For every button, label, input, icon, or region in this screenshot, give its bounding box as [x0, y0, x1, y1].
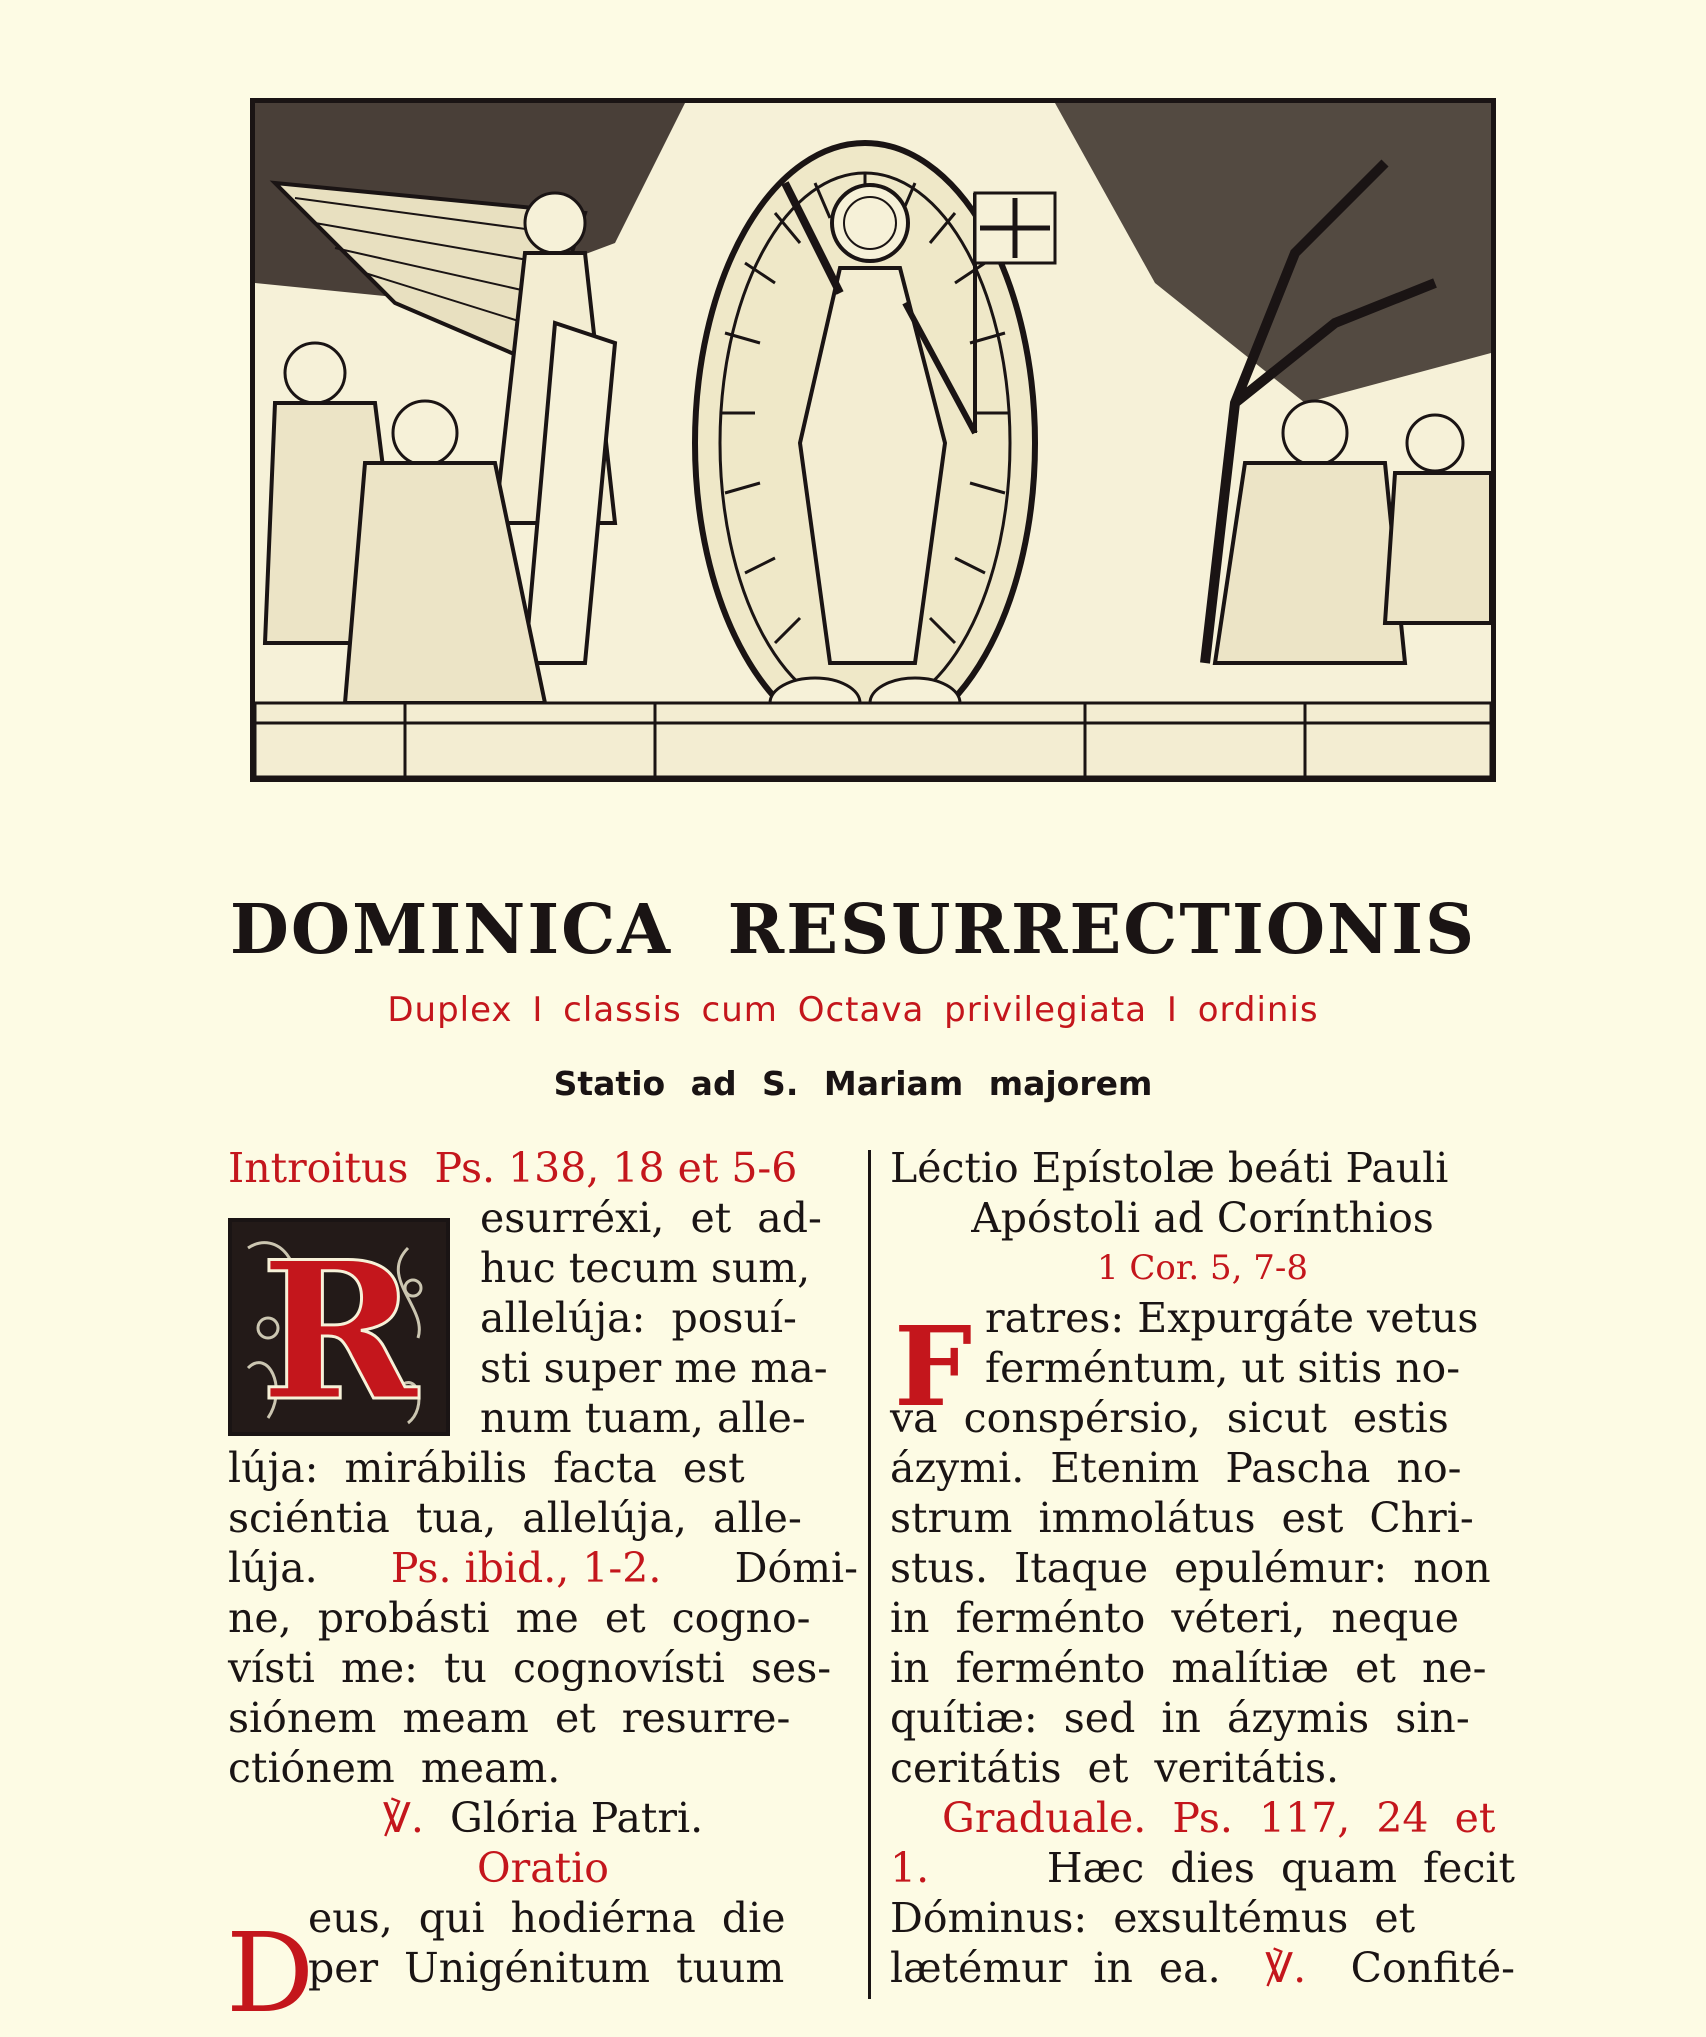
text-line: siónem meam et resurre- [228, 1694, 791, 1742]
graduale-heading: Graduale. Ps. 117, 24 et [942, 1794, 1496, 1842]
text-line: lúja: mirábilis facta est [228, 1444, 745, 1492]
text-line: ratres: Expurgáte vetus [985, 1294, 1479, 1342]
text-line: ne, probásti me et cogno- [228, 1594, 811, 1642]
dropcap-r-letter: R [260, 1220, 418, 1436]
resurrection-woodcut-illustration [250, 98, 1496, 782]
text-line: allelúja: posuí- [480, 1294, 797, 1342]
text-line: quítiæ: sed in ázymis sin- [890, 1694, 1470, 1742]
lectio-heading-line-2: Apóstoli ad Corínthios [971, 1194, 1434, 1242]
graduale-versicle-symbol: ℣. [1265, 1944, 1307, 1992]
text-line: sciéntia tua, allelúja, alle- [228, 1494, 802, 1542]
text-line: huc tecum sum, [480, 1244, 811, 1292]
dropcap-d: D [226, 1909, 315, 2037]
graduale-line: Dóminus: exsultémus et [890, 1894, 1416, 1942]
illuminated-dropcap-r [228, 1218, 450, 1436]
text-line: vísti me: tu cognovísti ses- [228, 1644, 832, 1692]
text-line: ázymi. Etenim Pascha no- [890, 1444, 1462, 1492]
graduale-verse-number: 1. [890, 1844, 930, 1892]
versicle-symbol: ℣. [382, 1794, 424, 1842]
text-line: per Unigénitum tuum [308, 1944, 785, 1992]
text-line: in ferménto véteri, neque [890, 1594, 1459, 1642]
text-line-with-psalm-ref: lúja. Ps. ibid., 1-2. Dómi- [228, 1544, 858, 1592]
page-title: DOMINICA RESURRECTIONIS [229, 890, 1477, 970]
versicle-line: ℣. Glória Patri. [382, 1794, 704, 1842]
lectio-reference: 1 Cor. 5, 7-8 [1096, 1248, 1309, 1288]
woodcut-image [255, 103, 1491, 777]
text-line: ferméntum, ut sitis no- [985, 1344, 1461, 1392]
oratio-heading: Oratio [477, 1844, 609, 1892]
text-line: ceritátis et veritátis. [890, 1744, 1340, 1792]
text-line: strum immolátus est Chri- [890, 1494, 1474, 1542]
introit-heading: Introitus Ps. 138, 18 et 5-6 [228, 1144, 798, 1192]
text-line: stus. Itaque epulémur: non [890, 1544, 1491, 1592]
text-line: eus, qui hodiérna die [308, 1894, 786, 1942]
right-column [890, 1143, 1515, 1993]
feast-rank-subtitle: Duplex I classis cum Octava privilegiata I ordinis [387, 990, 1319, 1030]
graduale-line: lætémur in ea. ℣. Confité- [890, 1944, 1515, 1992]
text-line: va conspérsio, sicut estis [890, 1394, 1449, 1442]
text-line: in ferménto malítiæ et ne- [890, 1644, 1487, 1692]
text-line: num tuam, alle- [480, 1394, 806, 1442]
lectio-heading-line-1: Léctio Epístolæ beáti Pauli [890, 1144, 1449, 1192]
text-line: esurréxi, et ad- [480, 1194, 822, 1242]
psalm-reference: Ps. ibid., 1-2. [390, 1544, 662, 1592]
text-line: ctiónem meam. [228, 1744, 561, 1792]
graduale-line: 1. Hæc dies quam fecit [890, 1844, 1515, 1892]
dropcap-f: F [894, 1302, 973, 1431]
text-line: sti super me ma- [480, 1344, 828, 1392]
column-divider [868, 1150, 871, 1999]
station-line: Statio ad S. Mariam majorem [553, 1064, 1153, 1103]
